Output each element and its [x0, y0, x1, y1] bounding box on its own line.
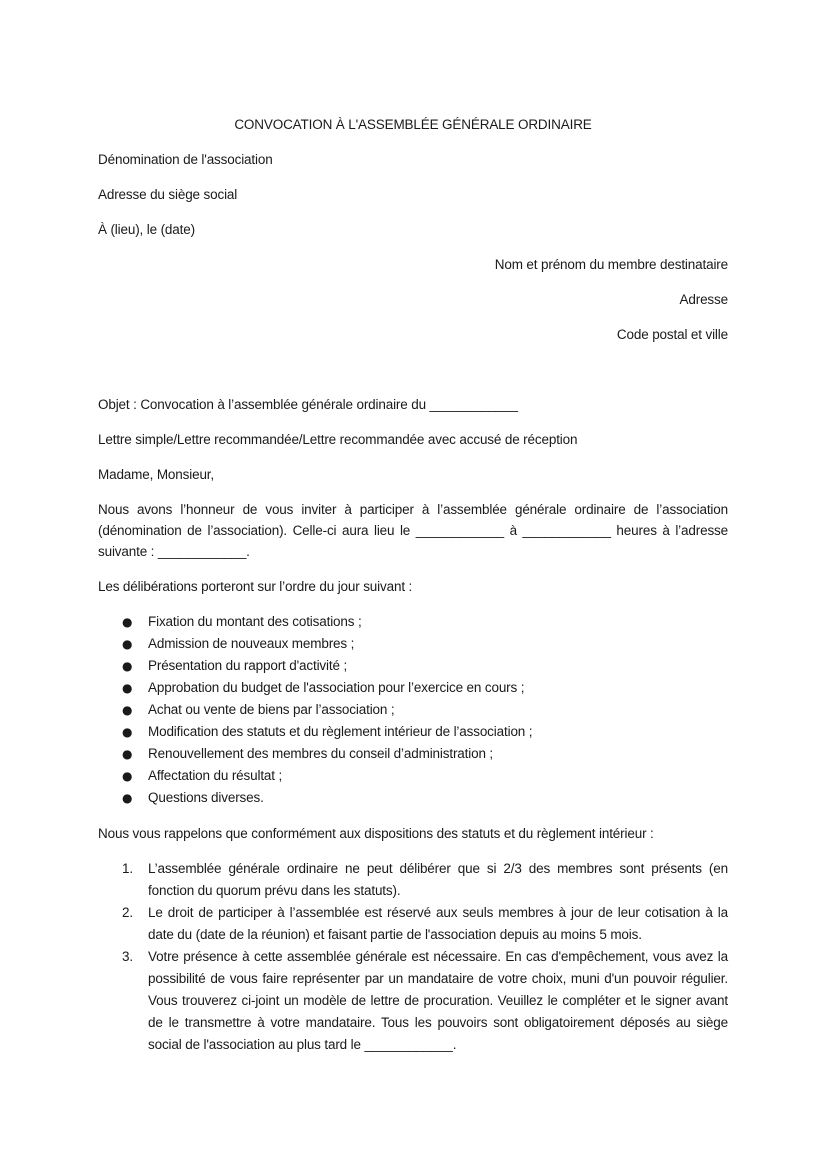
reminder-heading: Nous vous rappelons que conformément aux dispositions des statuts et du règlement intérieur :	[98, 826, 654, 841]
recipient-block	[98, 254, 728, 345]
agenda-item-text: Renouvellement des membres du conseil d’administration ;	[148, 746, 494, 761]
association-address-line: Adresse du siège social	[98, 187, 238, 202]
bullet-icon: ●	[122, 637, 133, 651]
reminder-item-text: L’assemblée générale ordinaire ne peut délibérer que si 2/3 des membres sont présents (en fonction du quorum prévu dans les statuts).	[148, 861, 728, 898]
bullet-icon: ●	[122, 725, 133, 739]
bullet-icon: ●	[122, 615, 133, 629]
agenda-item	[122, 765, 728, 787]
bullet-icon: ●	[122, 659, 133, 673]
reminder-item-text: Votre présence à cette assemblée générale est nécessaire. En cas d'empêchement, vous avez la possibilité de vous faire représenter par un mandataire de votre choix, muni d'un pouvoir régulier. Vous trouverez ci-joint un modèle de lettre de procuration. Veuillez le compléter et le signer avant de le transmettre à votre mandataire. Tous les pouvoirs sont obligatoirement déposés au siège social de l'association au plus tard le ____________.	[148, 949, 728, 1052]
sender-block	[98, 149, 728, 240]
agenda-item-text: Achat ou vente de biens par l’association ;	[148, 702, 395, 717]
agenda-item	[122, 743, 728, 765]
blank-line	[98, 359, 728, 394]
agenda-item-text: Questions diverses.	[148, 790, 264, 805]
bullet-icon: ●	[122, 791, 133, 805]
reminder-item-number: 1.	[122, 861, 133, 876]
reminder-item-number: 3.	[122, 949, 133, 964]
bullet-icon: ●	[122, 769, 133, 783]
delivery-modes-line: Lettre simple/Lettre recommandée/Lettre recommandée avec accusé de réception	[98, 432, 578, 447]
salutation-line: Madame, Monsieur,	[98, 467, 215, 482]
agenda-heading: Les délibérations porteront sur l’ordre du jour suivant :	[98, 579, 413, 594]
agenda-item-text: Fixation du montant des cotisations ;	[148, 614, 362, 629]
association-name-line: Dénomination de l'association	[98, 152, 273, 167]
agenda-list	[98, 611, 728, 809]
recipient-name-line: Nom et prénom du membre destinataire	[494, 257, 728, 272]
agenda-item-text: Approbation du budget de l'association pour l’exercice en cours ;	[148, 680, 525, 695]
agenda-item	[122, 787, 728, 809]
bullet-icon: ●	[122, 681, 133, 695]
reminder-item	[122, 858, 728, 902]
reminder-item	[122, 946, 728, 1056]
intro-paragraph: Nous avons l’honneur de vous inviter à participer à l’assemblée générale ordinaire de l’association (dénomination de l’association). Celle-ci aura lieu le ____________ à ____________ heures à l’adresse suivante : ____________.	[98, 502, 728, 559]
recipient-address-line: Adresse	[679, 292, 728, 307]
reminder-list	[98, 858, 728, 1056]
subject-line: Objet : Convocation à l’assemblée générale ordinaire du ____________	[98, 397, 518, 412]
agenda-item	[122, 611, 728, 633]
recipient-city-line: Code postal et ville	[616, 327, 728, 342]
reminder-item-number: 2.	[122, 905, 133, 920]
agenda-item	[122, 677, 728, 699]
place-date-line: À (lieu), le (date)	[98, 222, 195, 237]
agenda-item-text: Admission de nouveaux membres ;	[148, 636, 355, 651]
bullet-icon: ●	[122, 747, 133, 761]
reminder-item	[122, 902, 728, 946]
agenda-item	[122, 655, 728, 677]
reminder-item-text: Le droit de participer à l’assemblée est réservé aux seuls membres à jour de leur cotisation à la date du (date de la réunion) et faisant partie de l'association depuis au moins 5 mois.	[148, 905, 728, 942]
agenda-item-text: Présentation du rapport d'activité ;	[148, 658, 348, 673]
agenda-item	[122, 633, 728, 655]
agenda-item	[122, 699, 728, 721]
agenda-item	[122, 721, 728, 743]
bullet-icon: ●	[122, 703, 133, 717]
agenda-item-text: Modification des statuts et du règlement intérieur de l’association ;	[148, 724, 533, 739]
document-title: CONVOCATION À L'ASSEMBLÉE GÉNÉRALE ORDINAIRE	[234, 117, 592, 132]
agenda-item-text: Affectation du résultat ;	[148, 768, 283, 783]
